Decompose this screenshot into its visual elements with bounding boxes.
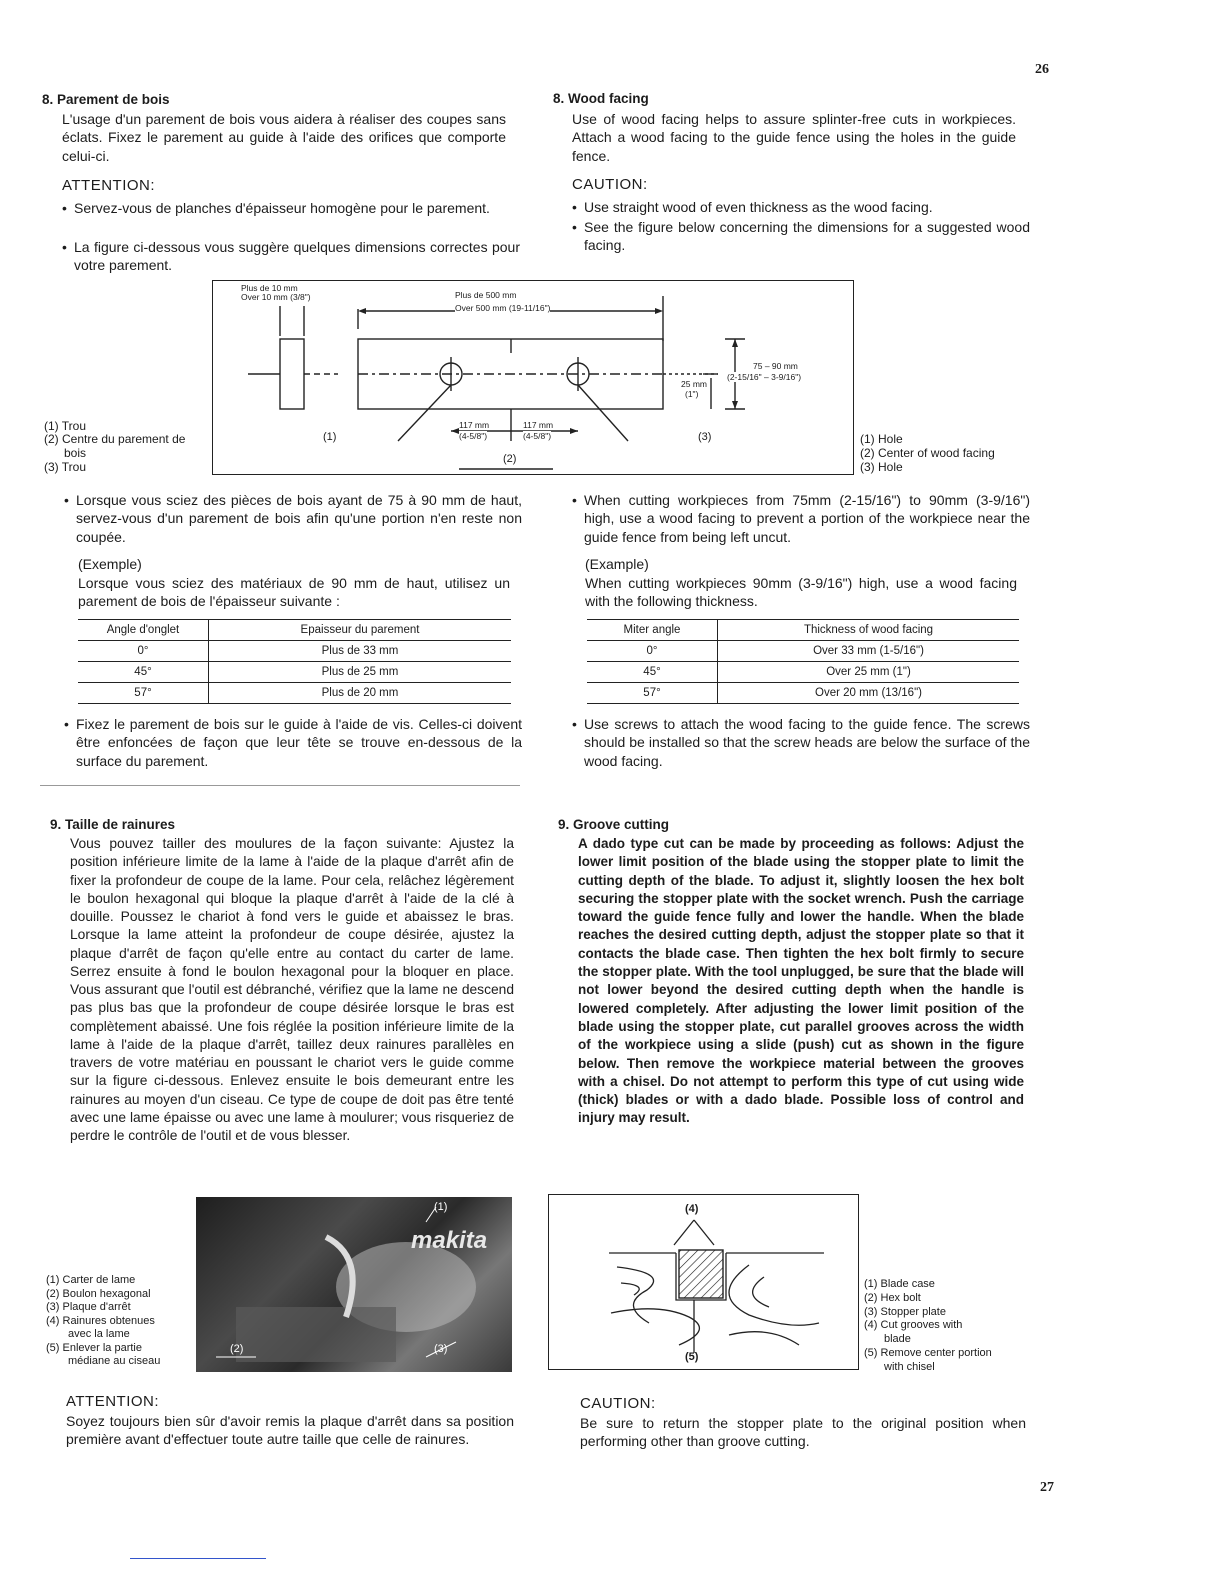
fr-section8-bullet-3: • Lorsque vous sciez des pièces de bois ayant de 75 à 90 mm de haut, servez-vous d'un parement de bois afin qu'une portion n'en reste non coupée.: [64, 491, 522, 546]
en-example-text: When cutting workpieces 90mm (3-9/16") high, use a wood facing with the following thickness.: [585, 575, 1017, 610]
en-table-cell: 0°: [587, 641, 718, 662]
dim-height-mm: 75 – 90 mm: [753, 361, 798, 371]
groove-label: (1) Blade case: [864, 1278, 935, 1290]
photo-labels-fr: [46, 1274, 160, 1369]
table-row: [78, 662, 511, 683]
fig1-callout-3: (3): [698, 431, 712, 443]
groove-drawing: [549, 1195, 860, 1371]
fr-section8-bullet-4: • Fixez le parement de bois sur le guide à l'aide de vis. Celles-ci doivent être enfoncées de façon que leur tête se trouve en-dessous de la surface du parement.: [64, 715, 522, 770]
en-section9-caution-text: Be sure to return the stopper plate to the original position when performing other than groove cutting.: [580, 1415, 1026, 1450]
fr-thickness-table: [78, 619, 511, 704]
en-table-header-thickness: Thickness of wood facing: [718, 620, 1020, 641]
photo-label: (3) Plaque d'arrêt: [46, 1301, 131, 1313]
en-section8-caution: CAUTION:: [572, 176, 648, 193]
fr-table-header-thickness: Epaisseur du parement: [209, 620, 512, 641]
fig1-label-fr-2: (2) Centre du parement de: [44, 432, 186, 446]
fr-section9-caution: ATTENTION:: [66, 1393, 160, 1410]
photo-callout-3: (3): [434, 1343, 448, 1355]
fig1-label-fr-1: (1) Trou: [44, 419, 87, 433]
dim-spacing-right-in: (4-5/8"): [523, 431, 552, 441]
fr-table-cell: 45°: [78, 662, 209, 683]
table-row: [587, 662, 1019, 683]
table-row: [78, 683, 511, 704]
dim-thickness-fr: Plus de 10 mm: [241, 283, 298, 293]
fig1-callout-2: (2): [503, 453, 517, 465]
groove-callout-4: (4): [685, 1203, 699, 1215]
en-section8-heading: 8. Wood facing: [553, 91, 649, 106]
fr-section9-heading: 9. Taille de rainures: [50, 817, 176, 832]
en-table-header-angle: Miter angle: [587, 620, 718, 641]
fr-section8-caution: ATTENTION:: [62, 177, 156, 194]
fig1-callout-1: (1): [323, 431, 337, 443]
link-underline[interactable]: [130, 1558, 266, 1559]
fr-section8-heading: 8. Parement de bois: [42, 92, 170, 107]
groove-labels-en: [864, 1278, 992, 1375]
en-thickness-table: [587, 619, 1019, 704]
fr-example-label: (Exemple): [78, 556, 142, 572]
en-section9-caution: CAUTION:: [580, 1395, 656, 1412]
fr-section8-bullet-2: • La figure ci-dessous vous suggère quelques dimensions correctes pour votre parement.: [62, 238, 520, 275]
fr-section9-caution-text: Soyez toujours bien sûr d'avoir remis la plaque d'arrêt dans sa position première avant d'effectuer toute autre taille que celle de rainures.: [66, 1413, 514, 1448]
photo-label: (1) Carter de lame: [46, 1274, 136, 1286]
dim-length-en: Over 500 mm (19-11/16"): [455, 303, 551, 313]
fr-table-cell: 57°: [78, 683, 209, 704]
groove-label: with chisel: [884, 1360, 935, 1373]
groove-diagram: [548, 1194, 859, 1370]
photo-label: avec la lame: [68, 1328, 130, 1340]
groove-label: blade: [884, 1333, 911, 1346]
saw-photo: [196, 1197, 512, 1372]
groove-label: (3) Stopper plate: [864, 1305, 946, 1318]
en-section8-bullet-4: • Use screws to attach the wood facing to the guide fence. The screws should be installed so that the screw heads are below the surface of the wood facing.: [572, 715, 1030, 770]
en-table-cell: Over 25 mm (1"): [718, 662, 1020, 683]
fig1-label-en-2: (2) Center of wood facing: [860, 446, 995, 460]
en-table-cell: Over 20 mm (13/16"): [718, 683, 1020, 704]
fr-table-cell: Plus de 33 mm: [209, 641, 512, 662]
table-row: [587, 683, 1019, 704]
groove-callout-5: (5): [685, 1351, 699, 1363]
dim-spacing-left-in: (4-5/8"): [459, 431, 488, 441]
fr-section8-body: L'usage d'un parement de bois vous aidera à réaliser des coupes sans éclats. Fixez le parement au guide à l'aide des orifices que comporte celui-ci.: [62, 111, 506, 164]
fig1-label-en-3: (3) Hole: [860, 460, 903, 474]
en-section9-heading: 9. Groove cutting: [558, 817, 670, 832]
fig1-label-fr-3: (3) Trou: [44, 460, 87, 474]
dim-length-fr: Plus de 500 mm: [455, 290, 517, 300]
groove-label: (5) Remove center portion: [864, 1346, 992, 1359]
en-table-cell: Over 33 mm (1-5/16"): [718, 641, 1020, 662]
fr-table-header-angle: Angle d'onglet: [78, 620, 209, 641]
photo-callout-2: (2): [230, 1343, 244, 1355]
photo-label: médiane au ciseau: [68, 1355, 161, 1367]
dim-hole-mm: 25 mm: [681, 379, 707, 389]
makita-brand-text: makita: [411, 1227, 488, 1254]
en-section8-body: Use of wood facing helps to assure splinter-free cuts in workpieces. Attach a wood facing to the guide fence using the holes in the guide fence.: [572, 111, 1016, 164]
fr-example-text: Lorsque vous sciez des matériaux de 90 mm de haut, utilisez un parement de bois de l'épaisseur suivante :: [78, 575, 510, 610]
fr-table-cell: 0°: [78, 641, 209, 662]
photo-label: (5) Enlever la partie: [46, 1341, 142, 1354]
en-section9-body: A dado type cut can be made by proceeding as follows: Adjust the lower limit position of the blade using the stopper plate to limit the cutting depth of the blade. To adjust it, slightly loosen the hex bolt securing the stopper plate with the socket wrench. Push the carriage toward the guide fence fully and lower the handle. When the blade reaches the desired cutting depth, adjust the stopper plate so that it contacts the blade case. Then tighten the hex bolt firmly to secure the stopper plate. With the tool unplugged, be sure that the blade will not lower beyond the desired cutting depth when the handle is lowered completely. After adjusting the lower limit position of the blade using the stopper plate, cut parallel grooves across the width of the workpiece using a slide (push) cut as shown in the figure below. Then remove the workpiece material between the grooves with a chisel. Do not attempt to perform this type of cut using wide (thick) blades or with a dado blade. Possible loss of control and injury may result.: [578, 836, 1024, 1126]
en-section8-bullet-1: • Use straight wood of even thickness as the wood facing.: [572, 198, 1030, 216]
groove-label: (2) Hex bolt: [864, 1291, 921, 1304]
en-example-label: (Example): [585, 556, 649, 572]
fr-section9-body: Vous pouvez tailler des moulures de la façon suivante: Ajustez la position inférieure limite de la lame à l'aide de la plaque d'arrêt afin de fixer la profondeur de coupe de la lame. Pour cela, relâchez légèrement le boulon hexagonal qui bloque la plaque d'arrêt à l'aide de la clé à douille. Poussez le chariot à fond vers le guide et abaissez le bras. Lorsque la lame atteint la profondeur de coupe désirée, ajustez la plaque d'arrêt de façon qu'elle entre au contact du carter de lame. Serrez ensuite à fond le boulon hexagonal pour la bloquer en place. Vous assurant que l'outil est débranché, vérifiez que la lame ne descend pas plus bas que la profondeur de coupe désirée lorsque le bras est complètement abaissé. Une fois réglée la position inférieure limite de la lame à l'aide de la plaque d'arrêt, taillez deux rainures parallèles en travers de votre matériau en poussant le chariot vers le guide comme sur la figure ci-dessous. Enlevez ensuite le bois demeurant entre les rainures au moyen d'un ciseau. Ce type de coupe de doit pas être tenté avec une lame épaisse ou avec une lame à moulurer; vous risqueriez de perdre le contrôle de l'outil et de vous blesser.: [70, 836, 514, 1143]
page-number-top: 26: [1035, 62, 1049, 77]
wood-facing-diagram: [212, 280, 854, 475]
photo-callout-1: (1): [434, 1201, 448, 1213]
dim-height-in: (2-15/16" – 3-9/16"): [727, 372, 802, 382]
en-table-cell: 57°: [587, 683, 718, 704]
en-section8-bullet-2: • See the figure below concerning the dimensions for a suggested wood facing.: [572, 218, 1030, 255]
dim-spacing-right-mm: 117 mm: [523, 420, 554, 430]
en-table-cell: 45°: [587, 662, 718, 683]
section-divider: [40, 785, 520, 786]
fr-table-cell: Plus de 25 mm: [209, 662, 512, 683]
table-row: [587, 641, 1019, 662]
dim-spacing-left-mm: 117 mm: [459, 420, 490, 430]
table-row: [78, 641, 511, 662]
photo-label: (4) Rainures obtenues: [46, 1314, 155, 1327]
photo-label: (2) Boulon hexagonal: [46, 1287, 151, 1300]
dim-thickness-en: Over 10 mm (3/8"): [241, 292, 311, 302]
page-number-bottom: 27: [1040, 1480, 1054, 1495]
fig1-label-fr-2b: bois: [64, 446, 87, 460]
fr-section8-bullet-1: • Servez-vous de planches d'épaisseur homogène pour le parement.: [62, 199, 520, 217]
en-section8-bullet-3: • When cutting workpieces from 75mm (2-15/16") to 90mm (3-9/16") high, use a wood facing to prevent a portion of the workpiece near the guide fence from being left uncut.: [572, 491, 1030, 546]
fig1-label-en-1: (1) Hole: [860, 432, 903, 446]
groove-label: (4) Cut grooves with: [864, 1319, 963, 1332]
fr-table-cell: Plus de 20 mm: [209, 683, 512, 704]
dim-hole-in: (1"): [685, 389, 699, 399]
